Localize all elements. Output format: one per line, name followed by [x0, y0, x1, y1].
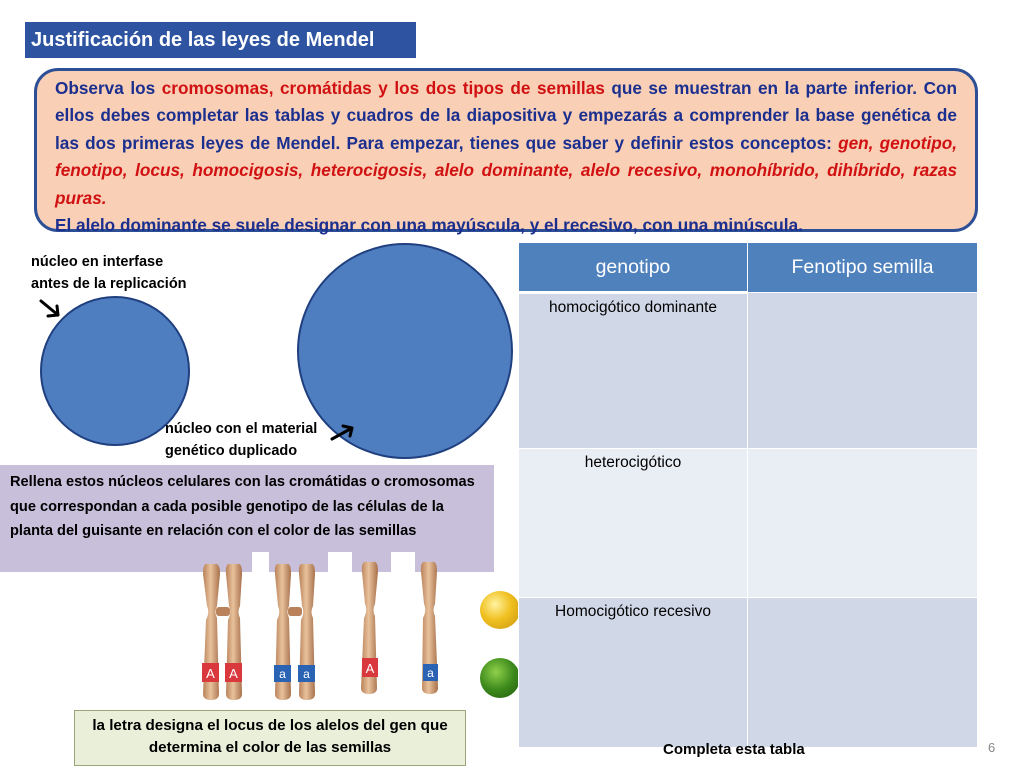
- phenotype-cell[interactable]: [748, 293, 978, 449]
- table-row: [519, 598, 978, 748]
- chromosome-pair-AA: [202, 564, 242, 700]
- chromosome-label-A2: A: [229, 666, 238, 681]
- phenotype-cell[interactable]: [748, 448, 978, 598]
- genotype-cell: homocigótico dominante: [519, 293, 748, 449]
- chromosome-label-A1: A: [206, 666, 215, 681]
- instructions-box: Rellena estos núcleos celulares con las cromátidas o cromosomas que correspondan a cada posible genotipo de las células de la planta del guisante en relación con el color de las semillas: [0, 465, 494, 572]
- header-fenotipo: Fenotipo semilla: [748, 243, 978, 293]
- duplicated-arrow-icon: [329, 422, 357, 442]
- chromosome-label-a1: a: [279, 667, 286, 681]
- page-number: 6: [988, 740, 996, 755]
- duplicated-label: [165, 418, 317, 462]
- intro-paragraph: [55, 75, 957, 212]
- locus-note: la letra designa el locus de los alelos del gen que determina el color de las semillas: [74, 710, 466, 766]
- chromosome-label-a3: a: [427, 666, 434, 680]
- yellow-seed-icon: [480, 591, 520, 629]
- interphase-label-line2: antes de la replicación: [31, 276, 187, 292]
- chromosome-label-a2: a: [303, 667, 310, 681]
- chromosomes-panel: [194, 552, 452, 702]
- table-caption: Completa esta tabla: [663, 741, 805, 758]
- table-row: [519, 448, 978, 598]
- chromosomes-illustration: [194, 552, 452, 702]
- duplicated-label-line2: genético duplicado: [165, 443, 298, 459]
- genotype-cell: heterocigótico: [519, 448, 748, 598]
- chromosome-label-A3: A: [365, 661, 375, 676]
- intro-allele-note: El alelo dominante se suele designar con una mayúscula, y el recesivo, con una minúscula.: [55, 215, 803, 236]
- chromatid-A: [361, 562, 378, 694]
- table-row: [519, 293, 978, 449]
- chromatid-a: [421, 562, 438, 694]
- page-title: Justificación de las leyes de Mendel: [25, 22, 416, 58]
- intro-highlight: cromosomas, cromátidas y los dos tipos de semillas: [161, 78, 605, 98]
- genotype-table: [518, 242, 978, 748]
- green-seed-icon: [480, 658, 520, 698]
- phenotype-cell[interactable]: [748, 598, 978, 748]
- chromosome-pair-aa: [274, 564, 315, 700]
- duplicated-label-line1: núcleo con el material: [165, 421, 318, 437]
- header-genotipo: genotipo: [519, 243, 748, 293]
- intro-box: [34, 68, 978, 236]
- intro-terms: gen, genotipo, fenotipo, locus, homocigosis, heterocigosis, alelo dominante, alelo recesivo, monohíbrido, dihíbrido, razas puras.: [55, 132, 957, 208]
- interphase-label: [31, 251, 187, 295]
- genotype-cell: Homocigótico recesivo: [519, 598, 748, 748]
- intro-text-a: Observa los: [55, 78, 162, 98]
- interphase-label-line1: núcleo en interfase: [31, 254, 164, 270]
- interphase-arrow-icon: [38, 298, 64, 320]
- intro-text-b: que se muestran en la parte inferior. Con ellos debes completar las tablas y cuadros de la diapositiva y empezarás a comprender la base genética de las dos primeras leyes de Mendel. Para empezar, tienes que saber y definir estos conceptos:: [55, 78, 957, 153]
